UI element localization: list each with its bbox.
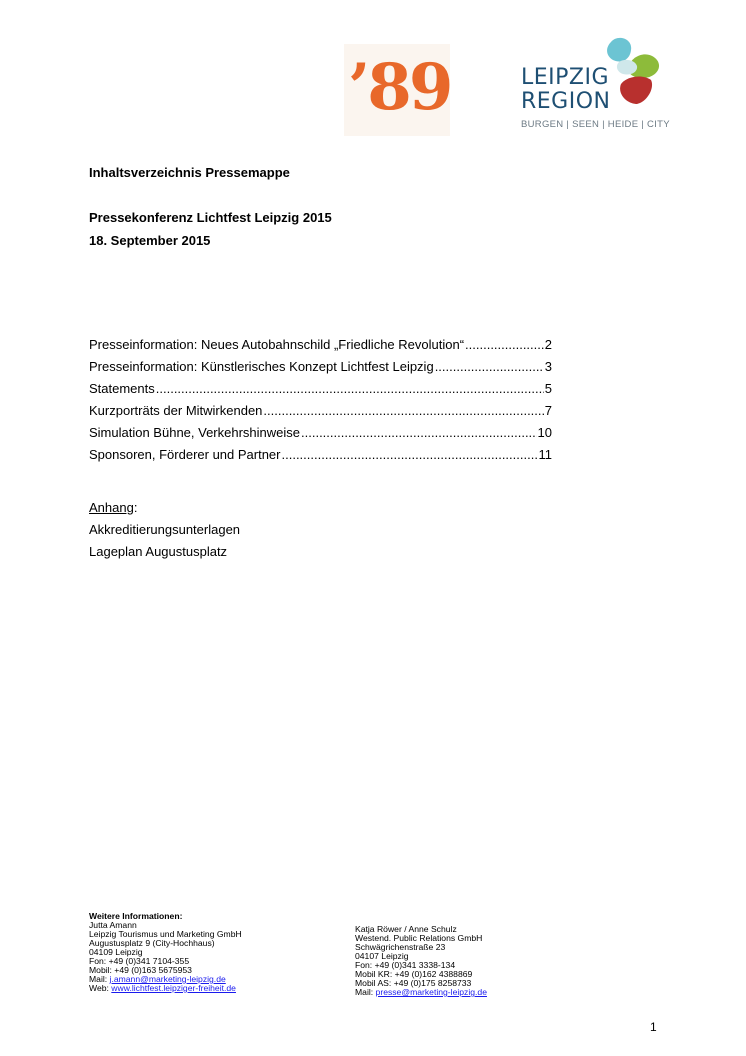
appendix-item: Akkreditierungsunterlagen: [89, 522, 241, 537]
appendix-heading-text: Anhang: [89, 500, 134, 515]
mail-link[interactable]: j.amann@marketing-leipzig.de: [109, 974, 226, 984]
toc-entry-page: 2: [544, 337, 552, 352]
leipzig-word: LEIPZIG: [521, 65, 610, 90]
toc-entry-label: Presseinformation: Neues Autobahnschild „Friedliche Revolution“: [89, 337, 465, 352]
toc-entry[interactable]: [89, 378, 552, 400]
footer-heading: Weitere Informationen:: [89, 911, 183, 921]
contact-mobile: Mobil: +49 (0)163 5675953: [89, 965, 192, 975]
toc-leader-dots: [263, 400, 543, 422]
contact-street: Augustusplatz 9 (City-Hochhaus): [89, 938, 215, 948]
appendix-heading: [89, 500, 137, 516]
contact-mobile-kr: Mobil KR: +49 (0)162 4388869: [355, 969, 473, 979]
toc-entry[interactable]: [89, 444, 552, 466]
toc-entry[interactable]: [89, 400, 552, 422]
toc-leader-dots: [435, 356, 544, 378]
page-number: 1: [650, 1020, 657, 1034]
region-tagline: BURGEN | SEEN | HEIDE | CITY: [521, 119, 670, 130]
toc-entry[interactable]: [89, 334, 552, 356]
toc-entry-page: 11: [538, 447, 552, 462]
contact-name: Katja Röwer / Anne Schulz: [355, 924, 457, 934]
conference-title: Pressekonferenz Lichtfest Leipzig 2015: [89, 210, 332, 225]
contact-phone: Fon: +49 (0)341 3338-134: [355, 960, 456, 970]
mail-link[interactable]: presse@marketing-leipzig.de: [375, 987, 487, 997]
web-link[interactable]: www.lichtfest.leipziger-freiheit.de: [111, 983, 236, 993]
toc-entry-page: 7: [544, 403, 552, 418]
region-word: REGION: [521, 89, 611, 114]
toc-entry-page: 5: [544, 381, 552, 396]
toc-entry-label: Presseinformation: Künstlerisches Konzept Lichtfest Leipzig: [89, 359, 434, 374]
contact-street: Schwägrichenstraße 23: [355, 942, 446, 952]
contact-web-row: [89, 984, 242, 993]
toc-entry-label: Sponsoren, Förderer und Partner: [89, 447, 281, 462]
logo-89: [344, 44, 450, 136]
logo-89-text: ’89: [348, 50, 451, 125]
appendix-heading-colon: :: [133, 500, 138, 515]
contact-city: 04107 Leipzig: [355, 951, 409, 961]
appendix-item: Lageplan Augustusplatz: [89, 544, 228, 559]
mail-label: Mail:: [355, 987, 376, 997]
leipzig-region-logo: [515, 36, 670, 132]
toc-entry-page: 3: [544, 359, 552, 374]
page-title: Inhaltsverzeichnis Pressemappe: [89, 165, 290, 180]
contact-org: Leipzig Tourismus und Marketing GmbH: [89, 929, 242, 939]
footer-contact-westend: [355, 925, 487, 997]
contact-city: 04109 Leipzig: [89, 947, 143, 957]
toc-entry-label: Kurzporträts der Mitwirkenden: [89, 403, 263, 418]
toc-entry[interactable]: [89, 356, 552, 378]
contact-phone: Fon: +49 (0)341 7104-355: [89, 956, 190, 966]
contact-name: Jutta Amann: [89, 920, 137, 930]
web-label: Web:: [89, 983, 112, 993]
mail-label: Mail:: [89, 974, 110, 984]
red-petal: [620, 77, 652, 104]
toc-leader-dots: [465, 334, 544, 356]
toc-leader-dots: [282, 444, 538, 466]
toc-entry-page: 10: [537, 425, 552, 440]
contact-org: Westend. Public Relations GmbH: [355, 933, 483, 943]
toc-entry-label: Statements: [89, 381, 155, 396]
table-of-contents: [89, 334, 552, 466]
toc-leader-dots: [156, 378, 544, 400]
leipzig-region-petals-icon: [603, 36, 665, 106]
toc-entry-label: Simulation Bühne, Verkehrshinweise: [89, 425, 301, 440]
toc-leader-dots: [301, 422, 537, 444]
toc-entry[interactable]: [89, 422, 552, 444]
conference-date: 18. September 2015: [89, 233, 211, 248]
contact-mobile-as: Mobil AS: +49 (0)175 8258733: [355, 978, 472, 988]
footer-contact-ltm: [89, 912, 242, 993]
teal-petal: [607, 38, 631, 62]
contact-mail-row: [355, 988, 487, 997]
